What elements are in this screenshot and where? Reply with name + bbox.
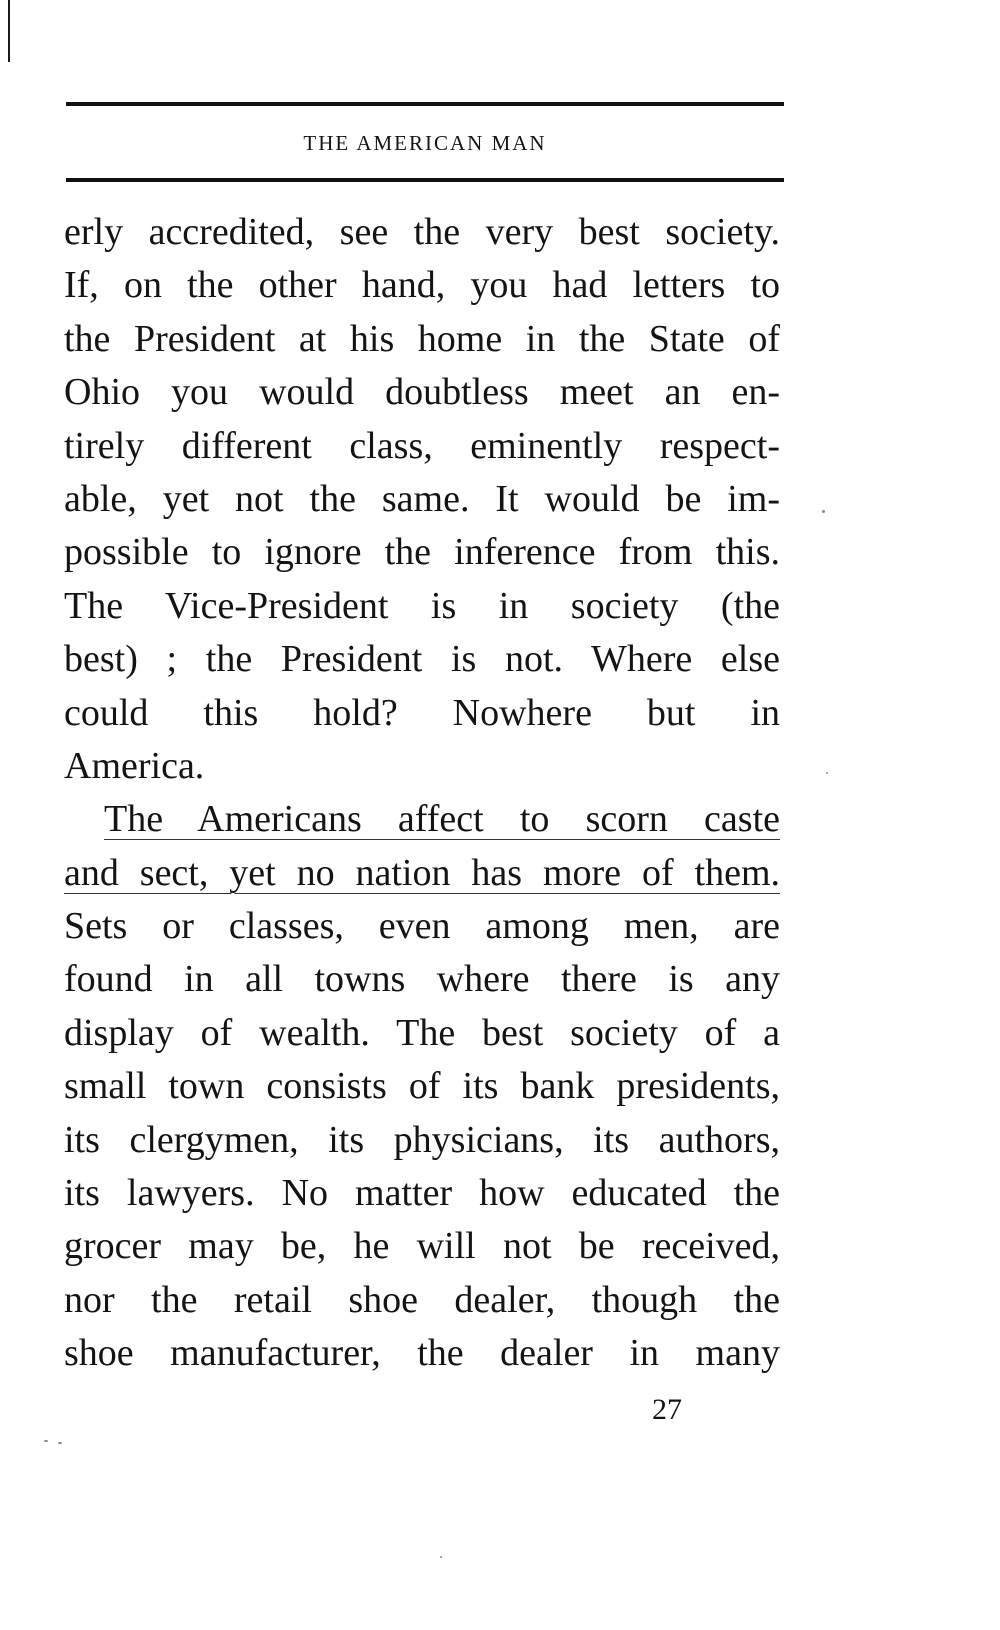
text-line: nor the retail shoe dealer, though the xyxy=(64,1278,780,1321)
text-line-paragraph-end: America. xyxy=(64,744,205,787)
text-line: its clergymen, its physicians, its authors, xyxy=(64,1118,780,1161)
scan-speck xyxy=(822,510,825,513)
text-line: display of wealth. The best society of a xyxy=(64,1011,780,1054)
text-line: able, yet not the same. It would be im- xyxy=(64,477,780,520)
text-line: its lawyers. No matter how educated the xyxy=(64,1172,780,1215)
scan-speck xyxy=(44,1440,48,1442)
text-line: Sets or classes, even among men, are xyxy=(64,905,780,948)
text-line-underlined: and sect, yet no nation has more of them. xyxy=(64,851,780,894)
scan-speck xyxy=(58,1442,62,1444)
scan-speck xyxy=(826,772,828,774)
body-text xyxy=(64,206,780,1381)
running-head: THE AMERICAN MAN xyxy=(303,131,547,155)
page-number: 27 xyxy=(652,1393,682,1426)
header-rule-bottom xyxy=(66,178,784,182)
text-line: could this hold? Nowhere but in xyxy=(64,691,780,734)
text-line: If, on the other hand, you had letters to xyxy=(64,264,780,307)
text-line: grocer may be, he will not be received, xyxy=(64,1225,780,1268)
text-line: best) ; the President is not. Where else xyxy=(64,638,780,681)
text-line: tirely different class, eminently respect- xyxy=(64,424,780,467)
text-line: small town consists of its bank presidents, xyxy=(64,1065,780,1108)
header-rule-top xyxy=(66,102,784,106)
text-line: possible to ignore the inference from this. xyxy=(64,531,780,574)
scan-edge-mark xyxy=(8,0,10,62)
text-line: Ohio you would doubtless meet an en- xyxy=(64,371,780,414)
text-line: found in all towns where there is any xyxy=(64,958,780,1001)
text-line: the President at his home in the State of xyxy=(64,317,780,360)
text-line-underlined: The Americans affect to scorn caste xyxy=(104,798,780,841)
text-line: shoe manufacturer, the dealer in many xyxy=(64,1332,780,1375)
text-line: erly accredited, see the very best society. xyxy=(64,211,780,253)
text-line: The Vice-President is in society (the xyxy=(64,584,780,627)
scan-speck xyxy=(440,1556,442,1558)
